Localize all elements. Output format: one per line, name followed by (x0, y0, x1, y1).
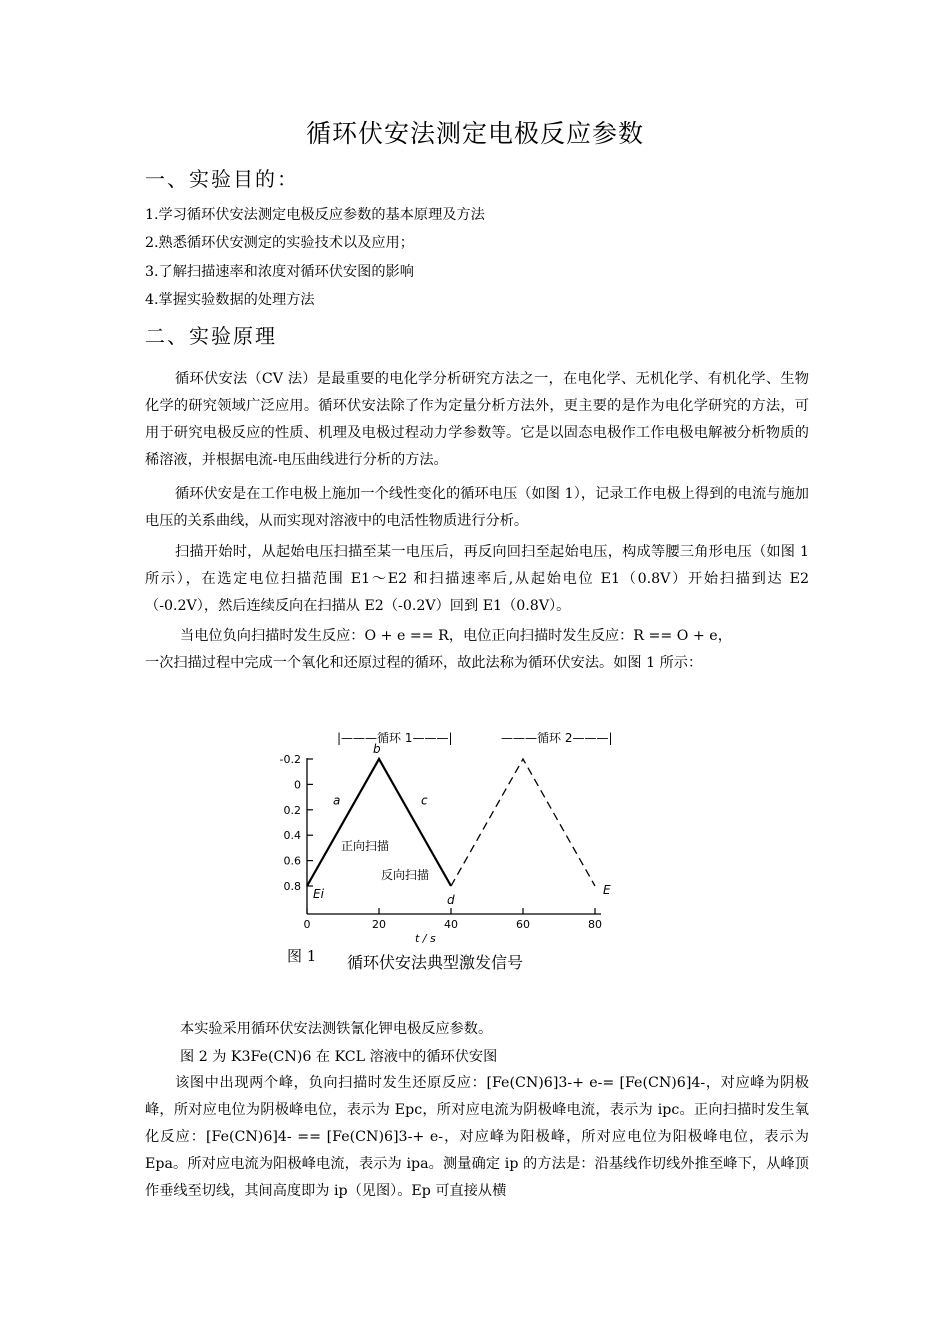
point-label-c: c (421, 793, 428, 808)
y-tick-label: -0.2 (279, 753, 301, 766)
figure-1-chart (265, 718, 675, 983)
forward-scan-annotation: 正向扫描 (341, 839, 390, 853)
chart-axes (307, 758, 601, 914)
y-tick-label: 0.8 (283, 880, 301, 893)
paragraph-cv-intro: 循环伏安法（CV 法）是最重要的电化学分析研究方法之一，在电化学、无机化学、有机化学、生物化学的研究领域广泛应用。循环伏安法除了作为定量分析方法外，更主要的是作为电化学研究的方法，可用于研究电极反应的性质、机理及电极过程动力学参数等。它是以固态电极作工作电极电解被分析物质的稀溶液，并根据电流-电压曲线进行分析的方法。 (145, 371, 809, 468)
x-tick-label: 60 (516, 918, 530, 931)
reverse-scan-annotation: 反向扫描 (381, 868, 430, 882)
x-tick-label: 80 (588, 918, 602, 931)
figure-title: 循环伏安法典型激发信号 (347, 953, 524, 972)
x-tick-label: 0 (303, 918, 311, 931)
point-label-a: a (333, 793, 341, 808)
objective-item-1: 1.学习循环伏安法测定电极反应参数的基本原理及方法 (145, 207, 485, 223)
paragraph-figure-2: 图 2 为 K3Fe(CN)6 在 KCL 溶液中的循环伏安图 (180, 1049, 498, 1065)
cycle-1-label: |———循环 1———| (337, 731, 453, 745)
paragraph-reaction-line-1: 当电位负向扫描时发生反应：O + e == R，电位正向扫描时发生反应：R == O + e， (180, 628, 732, 644)
page-title: 循环伏安法测定电极反应参数 (305, 119, 644, 148)
paragraph-experiment: 本实验采用循环伏安法测铁氰化钾电极反应参数。 (180, 1021, 493, 1037)
objective-item-2: 2.熟悉循环伏安测定的实验技术以及应用； (145, 235, 414, 251)
x-axis-label: t / s (415, 932, 436, 945)
cycle-2-label: ———循环 2———| (501, 731, 613, 745)
paragraph-cv-voltage: 循环伏安是在工作电极上施加一个线性变化的循环电压（如图 1），记录工作电极上得到的电流与施加电压的关系曲线，从而实现对溶液中的电活性物质进行分析。 (145, 486, 809, 529)
point-label-e: E (603, 883, 611, 897)
point-label-b: b (373, 742, 381, 756)
x-tick-label: 40 (444, 918, 458, 931)
paragraph-reaction-line-2: 一次扫描过程中完成一个氧化和还原过程的循环，故此法称为循环伏安法。如图 1 所示： (145, 655, 703, 671)
paragraph-scan-process: 扫描开始时，从起始电压扫描至某一电压后，再反向回扫至起始电压，构成等腰三角形电压（如图 1 所示），在选定电位扫描范围 E1～E2 和扫描速率后,从起始电位 E1（0.8V）开始扫描到达 E2（-0.2V），然后连续反向在扫描从 E2（-0.2V）回到 E1（0.8V）。 (145, 544, 809, 614)
point-label-d: d (447, 893, 455, 907)
y-tick-label: 0.2 (283, 803, 301, 817)
paragraph-peak-analysis: 该图中出现两个峰，负向扫描时发生还原反应：[Fe(CN)6]3-+ e-= [Fe(CN)6]4-，对应峰为阴极峰，所对应电位为阴极峰电位，表示为 Epc，所对应电流为阴极峰电流，表示为 ipc。正向扫描时发生氧化反应：[Fe(CN)6]4- == [Fe(CN)6]3-+ e-，对应峰为阳极峰，所对应电位为阳极峰电位，表示为 Epa。所对应电流为阳极峰电流，表示为 ipa。测量确定 ip 的方法是：沿基线作切线外推至峰下，从峰顶作垂线至切线，其间高度即为 ip（见图）。Ep 可直接从横 (145, 1075, 809, 1199)
objective-item-4: 4.掌握实验数据的处理方法 (145, 292, 315, 308)
section-heading-objectives: 一、实验目的： (145, 167, 299, 191)
figure-label: 图 1 (287, 947, 317, 965)
y-tick-label: 0 (294, 778, 301, 792)
series-line-cycle-1 (307, 759, 451, 886)
point-label-ei: Ei (313, 887, 324, 901)
y-tick-label: 0.4 (283, 829, 301, 843)
x-tick-label: 20 (372, 918, 386, 931)
series-line-cycle-2 (451, 759, 595, 886)
objective-item-3: 3.了解扫描速率和浓度对循环伏安图的影响 (145, 264, 414, 280)
section-heading-principle: 二、实验原理 (145, 324, 277, 348)
y-tick-label: 0.6 (283, 854, 301, 868)
